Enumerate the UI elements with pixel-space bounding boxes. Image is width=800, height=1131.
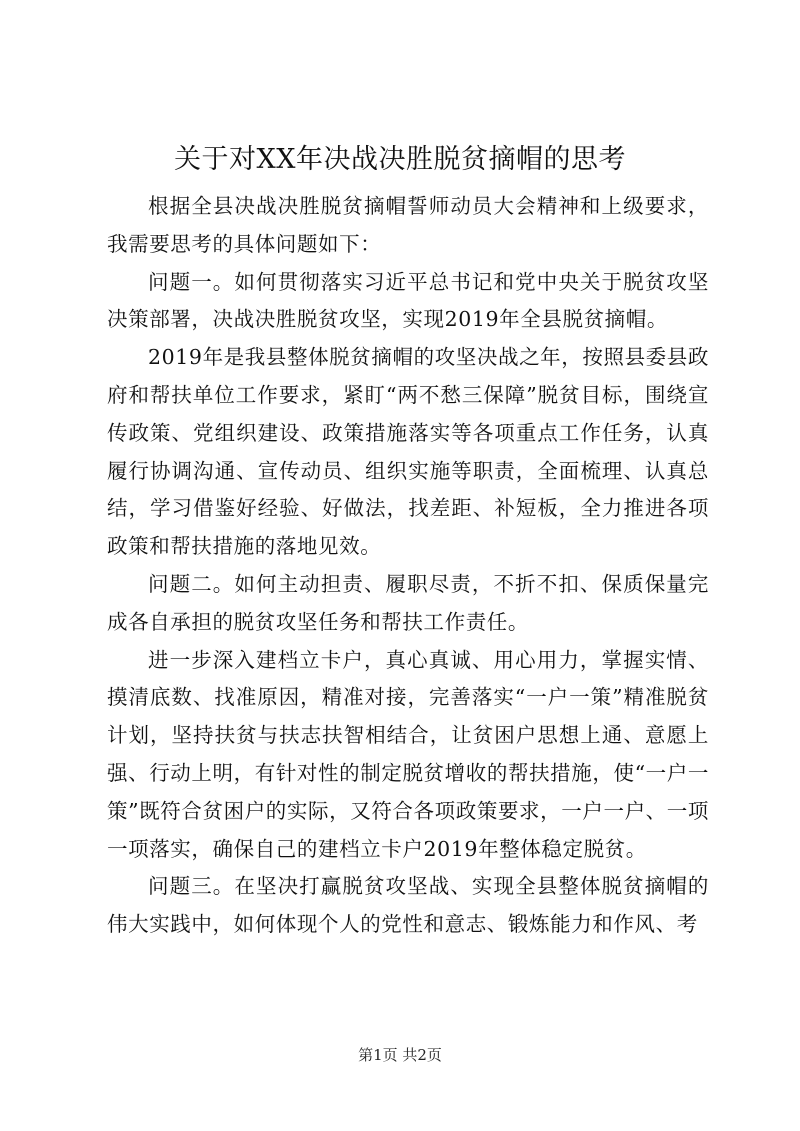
paragraph-answer-2: 进一步深入建档立卡户，真心真诚、用心用力，掌握实情、摸清底数、找准原因，精准对接，完善落实“一户一策”精准脱贫计划，坚持扶贫与扶志扶智相结合，让贫困户思想上通、意愿上强、行动上明，有针对性的制定脱贫增收的帮扶措施，使“一户一策”既符合贫困户的实际，又符合各项政策要求，一户一户、一项一项落实，确保自己的建档立卡户2019年整体稳定脱贫。 xyxy=(107,647,709,861)
paragraph-question-1: 问题一。如何贯彻落实习近平总书记和党中央关于脱贫攻坚决策部署，决战决胜脱贫攻坚，实现2019年全县脱贫摘帽。 xyxy=(107,269,709,332)
paragraph-question-2: 问题二。如何主动担责、履职尽责，不折不扣、保质保量完成各自承担的脱贫攻坚任务和帮扶工作责任。 xyxy=(107,571,709,634)
paragraph-question-3: 问题三。在坚决打赢脱贫攻坚战、实现全县整体脱贫摘帽的伟大实践中，如何体现个人的党性和意志、锻炼能力和作风、考 xyxy=(107,874,709,937)
document-title: 关于对XX年决战决胜脱贫摘帽的思考 xyxy=(174,144,626,175)
paragraph-answer-1: 2019年是我县整体脱贫摘帽的攻坚决战之年，按照县委县政府和帮扶单位工作要求，紧盯“两不愁三保障”脱贫目标，围绕宣传政策、党组织建设、政策措施落实等各项重点工作任务，认真履行协调沟通、宣传动员、组织实施等职责，全面梳理、认真总结，学习借鉴好经验、好做法，找差距、补短板，全力推进各项政策和帮扶措施的落地见效。 xyxy=(107,345,709,559)
paragraph-intro: 根据全县决战决胜脱贫摘帽誓师动员大会精神和上级要求，我需要思考的具体问题如下： xyxy=(107,194,709,256)
document-body xyxy=(107,188,709,944)
page-footer: 第1页 共2页 xyxy=(358,1046,442,1064)
